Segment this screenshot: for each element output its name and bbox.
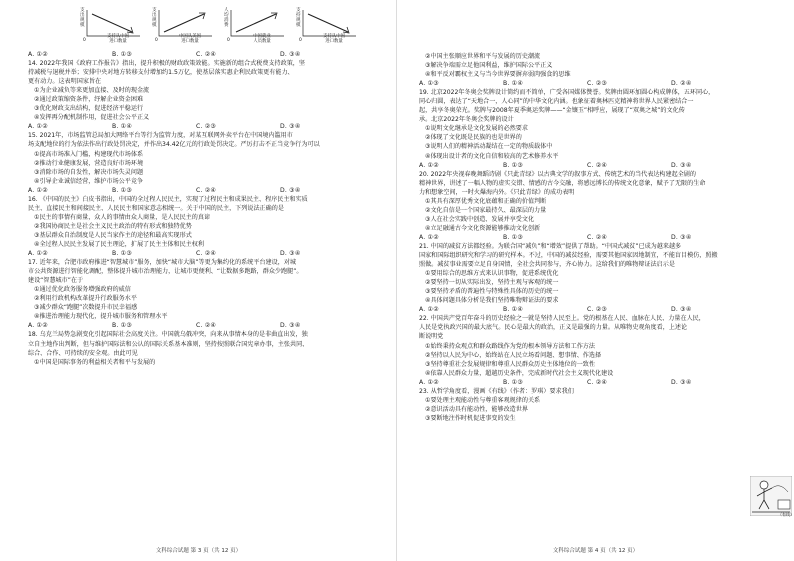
answer-choice: B. ①③ [503,233,523,241]
answer-choice: A. ①② [28,51,48,58]
answer-choices [419,79,781,88]
answer-choices [419,378,781,387]
answer-choice: A. ①③ [419,80,439,88]
statement-option: ③人在社会实践中创造、发展并享受文化 [425,215,535,223]
mini-chart-xlabel: 中国就业 [253,34,271,39]
answer-choice: A. ①② [419,161,439,169]
question-stem: 15. 2021年，市场监管总局加大网络平台等行为监管力度，对某互联网外卖平台在中国境内滥用市 [28,132,293,140]
right-question-column [419,52,781,423]
answer-choice: B. ①③ [112,322,132,330]
answer-choice: C. ②④ [196,322,217,330]
question-stem: 16. 《中国的民主》白皮书指出，中国的全过程人民民主，实现了过程民主和成果民主、程序民主和实质 [28,195,308,203]
statement-option: ②体现了文化既是民族的也是世界的 [425,134,522,142]
answer-choice: C. ②③ [587,306,608,314]
answer-choice: C. ②④ [196,250,217,258]
answer-choice: B. ①③ [112,186,132,194]
mini-chart [224,8,286,50]
mini-chart-xlabel-group [242,34,282,44]
statement-option: ④体现出设计者的文化自信和较高的艺术修养水平 [425,152,559,160]
statement-option: ②利用行政机构改革提升行政服务水平 [34,295,137,303]
answer-choice: C. ②④ [587,233,608,241]
answer-choices [419,161,781,170]
answer-choices [28,249,380,258]
statement-option: ③消除市场的自发性，解决市场失灵问题 [34,168,144,176]
statement-option: ②坚持以人民为中心，始终站在人民立场看问题、想事情、作选择 [425,351,602,359]
statement-option: ①民主的事情有商量，众人的事情由众人商量，是人民民主的真谛 [34,213,211,221]
question-text: 更有动力。这表明国家旨在 [28,78,102,86]
mini-chart-trend-line [236,14,276,32]
mini-chart-origin: 0 [155,38,158,43]
mini-chart-xlabel-group [314,34,354,44]
mini-chart-trend-line [308,14,348,32]
mini-chart-ylabel: 人均消费 [224,8,229,28]
answer-choices [28,122,380,131]
answer-choice: D. ②④ [671,80,692,88]
question-text: 精神世界，讲述了一幅人物的虚实交错、情感的古今交融，将感远博长的传统文化意象，赋予了无限的生命 [419,179,706,187]
answer-choice: A. ①② [419,233,439,241]
question-text: 持减税与退税并举；安排中央对地方转移支付增加约1.5万亿，使基层落实惠企利民政策更有能力、 [28,69,294,77]
question-text: 起，共享冬奥荣光。奖牌与2008年夏季奥运奖牌——“金镶玉”相呼应，展现了“双奥之城”的文化传 [419,107,685,115]
statement-option: ②推动行业健康发展，营造良好市场环境 [34,159,144,167]
mini-chart-axes [87,10,140,36]
mini-chart-xlabel: 进口数量 [181,39,199,45]
statement-option: ①要用综合的思维方式来认识事物，促进系统优化 [425,270,559,278]
question-text: 国家和国际组织研究和学习的研究样本。不过，中国的减贫经验，需要其他国家因地制宜，不能盲目模仿，照搬 [419,252,718,260]
statement-option: ④和平反对霸权主义与当今世界要摒弃弱肉强食的思维 [425,71,571,79]
question-stem: 22. 中国共产党百年奋斗的历史经验之一就是坚持人民至上。党的根基在人民、血脉在人民、力量在人民， [419,315,705,323]
answer-choice: B. ①③ [112,250,132,258]
statement-option: ④依靠人民群众力量，超越历史条件，完成新时代社会主义现代化建设 [425,369,614,377]
answer-choice: D. ③④ [280,186,301,194]
answer-choice: B. ①④ [503,80,523,88]
answer-choice: C. ②④ [587,378,608,386]
mini-chart-ylabel: 支持规模 [296,8,301,28]
statement-option: ①提高市场准入门槛，构建现代市场体系 [34,150,144,158]
mini-chart-axes [159,10,212,36]
question-text: 承。北京2022年冬奥会奖牌的设计 [419,116,514,124]
question-stem: 21. 中国的减贫方法都经验。为联合国“减负”和“增效”提供了帮助。“中国式减贫”已成为越来越多 [419,242,682,250]
answer-choices [419,305,781,314]
statement-option: ④立足融通古今文化资源能够推动文化创新 [425,224,541,232]
mini-chart-xlabel: 中国从美国 [179,34,201,39]
statement-option: ②中国主张顺应世界和平与发展的历史潮流 [425,53,541,60]
answer-choice: A. ①② [28,186,48,194]
answer-choice: B. ①③ [112,51,132,58]
mini-chart-ylabel: 支出规模 [80,8,85,28]
question-text: 立自主地作出判断，但与维护国际法和公认的国际关系基本准则，坚持按照联合国宪章办事，主张共同、 [28,340,309,348]
answer-choice: C. ②④ [196,51,217,58]
mini-chart-xlabel-group [170,34,210,44]
right-page-footer: 文科综合试题 第 4 页（共 12 页） [552,548,639,554]
statement-option: ②我国协商民主是社会主义民主政治的特有形式和独特优势 [34,222,192,230]
mini-chart-axes [303,10,356,36]
left-page-footer: 文科综合试题 第 3 页（共 12 页） [155,548,242,554]
question-text: 人民是党执政兴国的最大底气。民心是最大的政治，正义是最强的力量。从唯物史观角度看，上述论 [419,324,688,332]
question-text: 建设“智慧城市”在于 [28,277,84,285]
statement-option: ①中国是国际事务的利益相关者和平与发展的 [34,358,156,366]
mini-chart-trend-line [92,14,132,32]
statement-option: ①通过优化政务服务增强政府的威信 [34,286,131,294]
statement-option: ①说明文化继承是文化发展的必然要求 [425,125,528,133]
mini-chart-origin: 0 [299,38,302,43]
answer-choice: C. ②④ [196,186,217,194]
mini-chart [80,8,142,50]
answer-choice: D. ③④ [280,322,301,330]
answer-choice: D. ③④ [280,123,301,131]
right-page [397,0,794,561]
mini-charts-row [80,8,370,50]
answer-choice: B. ①③ [503,378,523,386]
mini-chart [296,8,358,50]
mini-chart-xlabel: 进口数量 [325,39,343,45]
mini-chart-trend-line [164,14,204,32]
mini-chart [152,8,214,50]
statement-option: ③优化财政支出结构，促进经济平稳运行 [34,105,144,113]
answer-choice: D. ③④ [671,161,692,169]
question-stem: 23. 从哲学角度看，漫画《有线》（作者：罗琪）要求我们 [419,387,574,395]
answer-choice: D. ③④ [671,233,692,241]
answer-choices [28,321,380,330]
statement-option: ②要坚持一切从实际出发，坚持主观与客观的统一 [425,279,559,287]
mini-chart-xlabel: 支持从中国 [323,34,345,39]
answer-choice: D. ③④ [280,51,301,58]
answer-choice: C. ②④ [587,161,608,169]
answer-choice: D. ③④ [671,306,692,314]
question-stem: 14. 2022年我国《政府工作报告》指出，提升积极的财政政策效能。实施新的组合式税费支持政策，坚 [28,60,305,68]
cartoon-illustration [750,476,792,520]
answer-choice: D. ③④ [671,378,692,386]
answer-choice: B. ①④ [503,306,523,314]
statement-option: ②通过政策缩资条件，纾解企业资金困难 [34,96,144,104]
left-question-column [28,50,380,367]
statement-option: ④具体问题具体分析是我们坚持唯物辩证法的要求 [425,297,559,305]
mini-chart-ylabel: 支出规模 [152,8,157,28]
question-stem: 17. 近年来，合肥市政府推进“智慧城市”服务，加快“城市大脑”等更为集约化的系统平台建设，对城 [28,259,297,267]
question-text: 市公共资源进行智能化调配，整体提升城市治理能力，让城市更便利、“让数据多跑路，群众少跑腿”。 [28,268,303,276]
question-text: 综合、合作、可持续的安全观。由此可见 [28,349,138,357]
question-text: 力和想象空间，一时火爆海内外。《只此青绿》的成功表明 [419,188,575,196]
statement-option: ④全过程人民民主发展了民主理论，扩展了民主主体和民主权利 [34,240,204,248]
statement-option: ④引导企业诚信经营，维护市场公平竞争 [34,177,144,185]
answer-choices [419,233,781,242]
mini-chart-xlabel: 支持从中国 [107,34,129,39]
mini-chart-xlabel: 人员数量 [253,39,271,45]
statement-option: ③要断地注作时机促进事变的发生 [425,414,516,422]
answer-choice: B. ①④ [112,123,132,131]
statement-option: ③基层群众自治制度是人民当家作主的途径和最高实现形式 [34,231,192,239]
mini-chart-origin: 0 [83,38,86,43]
statement-option: ①其具有深厚优秀文化底蕴和正确的价值判断 [425,197,547,205]
answer-choice: B. ①③ [503,161,523,169]
mini-chart-origin: 0 [227,38,230,43]
statement-option: ④发挥再分配机制作用，促进社会公平正义 [34,114,150,122]
statement-option: ③减少群众“跑腿”次数提升市民幸福感 [34,304,138,312]
statement-option: ①始终秉持众观点和群众路线作为党的根本领导方法和工作方法 [425,342,595,350]
question-text: 同心归圆，表达了“天地合一，人心同”的中华文化内涵。也象征着奥林匹克精神将世界人民紧密结合一 [419,98,694,106]
question-text: 断说明党 [419,333,444,341]
mini-chart-xlabel: 进口数量 [109,39,127,45]
answer-choice: A. ①② [419,378,439,386]
mini-chart-xlabel-group [98,34,138,44]
statement-option: ②意识活动具有能动性，能够改造世界 [425,405,528,413]
answer-choice: C. ②③ [587,80,608,88]
statement-option: ④推进治理能力现代化，提升城市服务和管理水平 [34,313,168,321]
statement-option: ①要处理主观能动性与尊重客观规律的关系 [425,396,541,404]
answer-choice: A. ①② [419,306,439,314]
statement-option: ③坚持尊重社会发展规律和尊重人民群众历史主体地位的一致性 [425,360,595,368]
question-text: 民主、直接民主和间接民主、人民民主和国家意志相统一。关于中国的民主，下列说法正确的是 [28,204,284,212]
statement-option: ①为企业减负等来更加直接、及时的现金流 [34,87,150,95]
answer-choice: C. ②③ [196,123,217,131]
answer-choice: D. ③④ [280,250,301,258]
answer-choice: A. ①② [28,123,48,131]
answer-choices [28,186,380,195]
statement-option: ③解决争端需立足他国利益，维护国际公平正义 [425,62,553,70]
cartoon-caption: （有线） [778,512,794,517]
question-stem: 18. 乌克兰局势急剧变化引起国际社会高度关注。中国就乌俄冲突，向来从事情本身的是非曲直出发，独 [28,331,308,339]
statement-option: ③说明人们的精神活动凝结在一定的物质载体中 [425,143,553,151]
statement-option: ②文化自信是一个国家最持久、最深层的力量 [425,206,547,214]
question-stem: 20. 2022年央视春晚舞蹈诗剧《只此青绿》以古典文学的叙事方式、传统艺术的当代表达构建起全剧的 [419,170,696,178]
answer-choices [28,50,380,59]
statement-option: ③要坚持矛盾的普遍性与特殊性具体的历史的统一 [425,288,559,296]
answer-choice: A. ①② [28,250,48,258]
question-text: 场支配地位的行为依法作出行政处罚决定，并作出34.42亿元的行政处罚决定。严厉打击不正当竞争行为可以 [28,141,320,149]
question-text: 照做。减贫事业需要立足自身国情，全社会共同参与，齐心协力。这给我们的唯物辩证法启示是 [419,261,675,269]
cartoon-drawing [750,476,792,516]
mini-chart-axes [231,10,284,36]
answer-choice: A. ①② [28,322,48,330]
question-stem: 19. 北京2022年冬奥会奖牌设计简约而不简单，广受各国媒体赞誉。奖牌由圆环加圆心构成牌体，五环同心， [419,89,715,97]
